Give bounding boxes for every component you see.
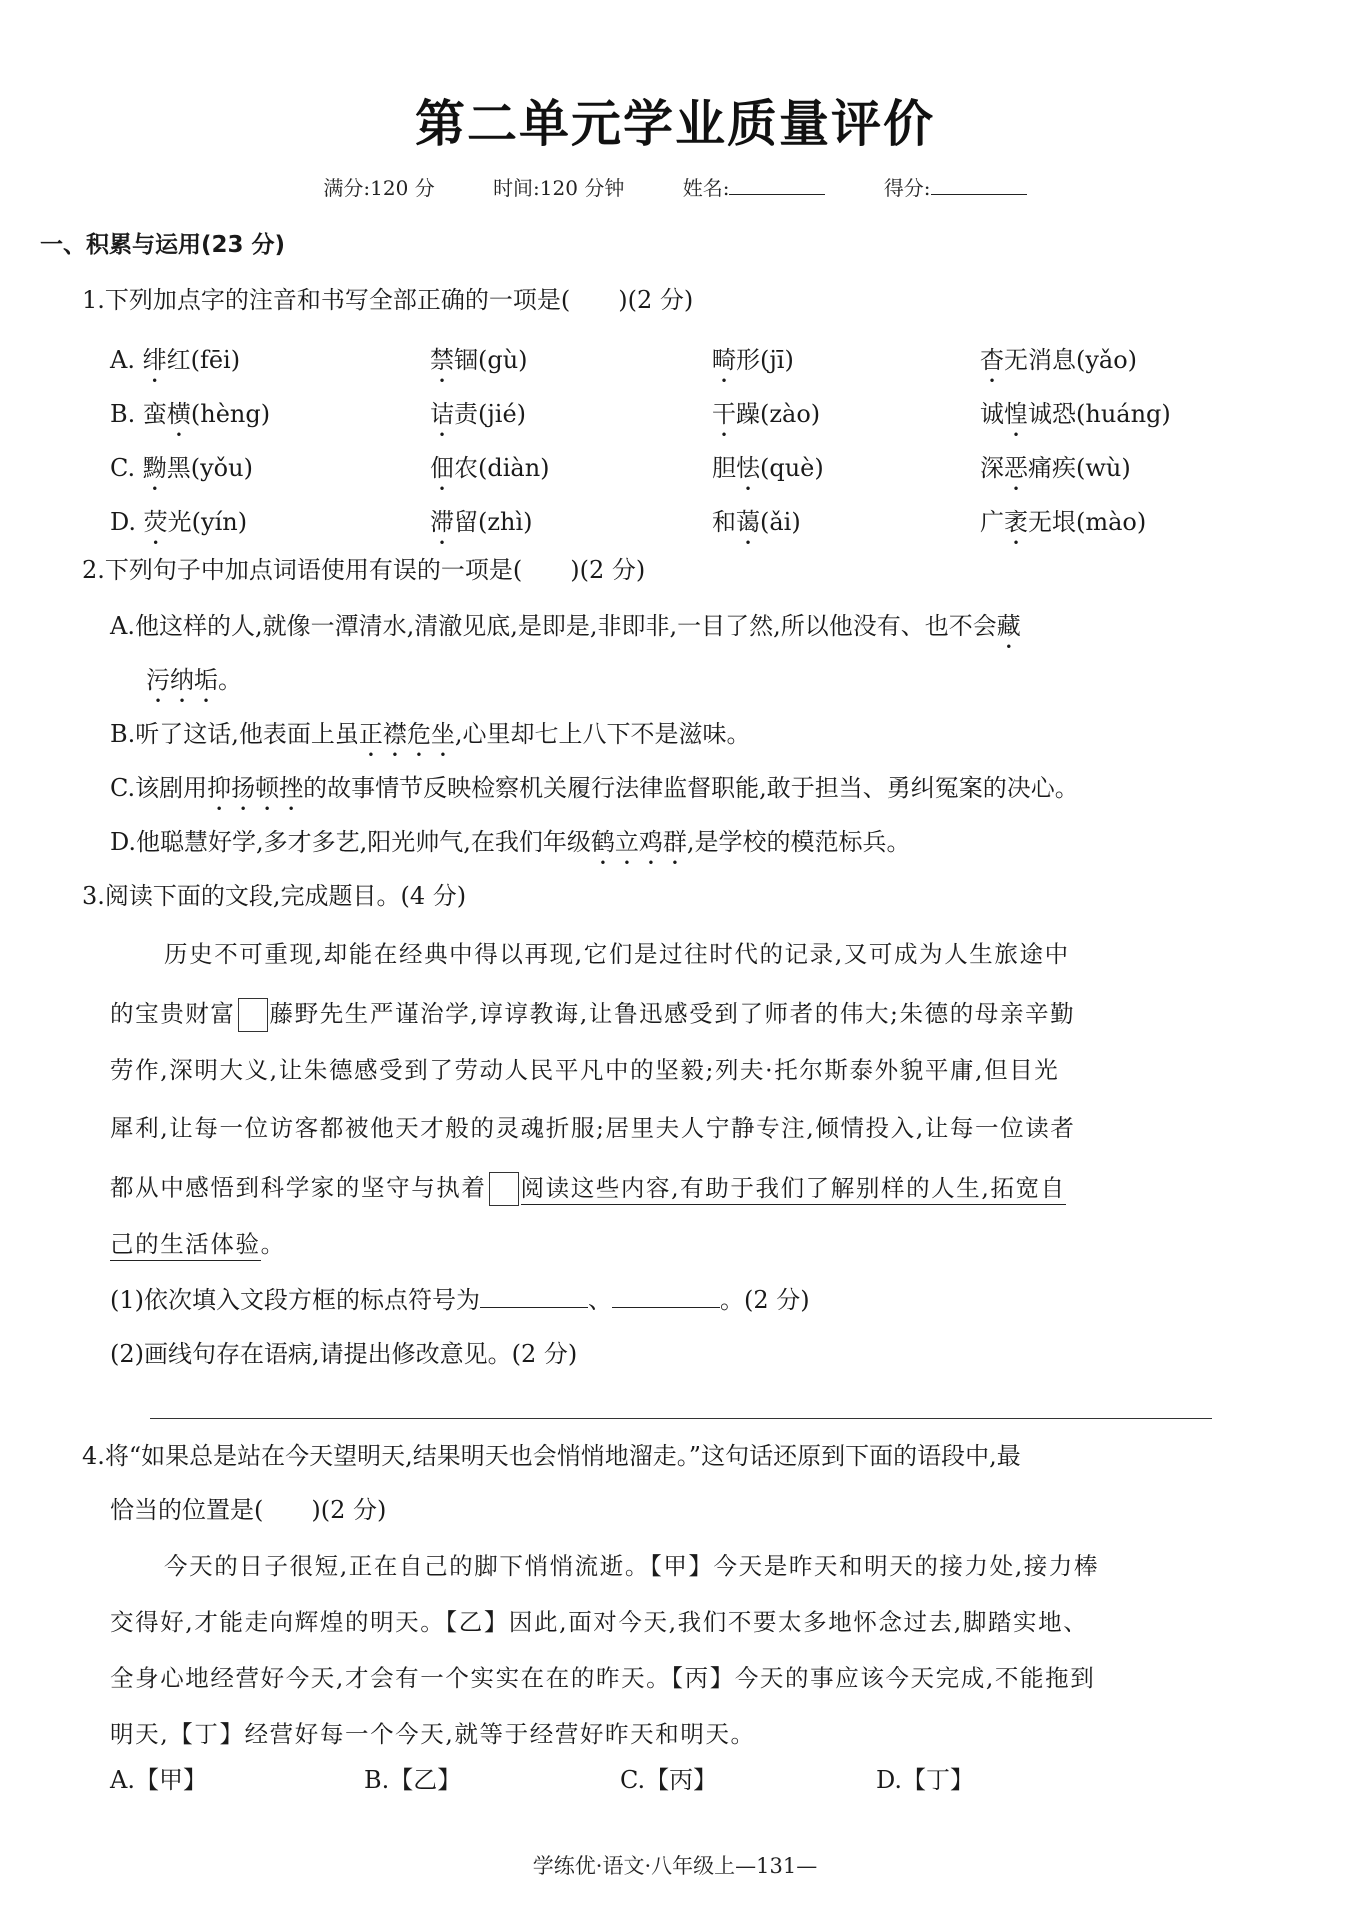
q1-option-d-item-1: [110, 502, 247, 550]
q2-a-dotted-cont: 污纳垢: [146, 666, 218, 694]
q4-stem-2: 恰当的位置是( )(2 分): [110, 1496, 387, 1524]
q2-b-pre: B.听了这话,他表面上虽: [110, 720, 359, 748]
q3-p2-post: 藤野先生严谨治学,谆谆教诲,让鲁迅感受到了师者的伟大;朱德的母亲辛勤: [269, 999, 1076, 1028]
q1-option-c-item-3: [712, 448, 824, 496]
q4-stem-1: 4.将“如果总是站在今天望明天,结果明天也会悄悄地溜走。”这句话还原到下面的语段中,最: [82, 1442, 1021, 1470]
q1-post-text: 无消息(yǎo): [1004, 346, 1138, 374]
q1-dot-text: 滞: [430, 508, 454, 536]
q1-post-text: 形(jī): [736, 346, 794, 374]
answer-blank-1[interactable]: [480, 1287, 588, 1308]
q1-post-text: 黑(yǒu): [166, 454, 253, 482]
q1-post-text: (què): [760, 454, 824, 482]
q1-option-b-item-4: [980, 394, 1171, 442]
q2-c-pre: C.该剧用: [110, 774, 208, 802]
q3-p6-end: 。: [260, 1230, 286, 1258]
q1-dot-text: 恶: [1004, 454, 1028, 482]
q1-post-text: 无垠(mào): [1028, 508, 1147, 536]
underlined-sentence-cont: 己的生活体验: [110, 1230, 261, 1261]
q3-sub-1: [110, 1286, 810, 1315]
q1-pre-text: 和: [712, 508, 736, 536]
q1-dot-text: 袤: [1004, 508, 1028, 536]
q2-option-a-cont: [146, 666, 242, 708]
q3-para-line-1: 历史不可重现,却能在经典中得以再现,它们是过往时代的记录,又可成为人生旅途中: [164, 940, 1070, 968]
q1-option-c-item-4: [980, 448, 1131, 496]
q3-sub1-text: (1)依次填入文段方框的标点符号为: [110, 1286, 480, 1314]
name-field[interactable]: [683, 176, 826, 200]
q2-option-b[interactable]: [110, 720, 751, 762]
q2-a-end: 。: [218, 666, 242, 694]
q1-pre-text: A.: [110, 346, 143, 374]
score-label: 得分:: [883, 176, 931, 200]
q1-pre-text: B. 蛮: [110, 400, 167, 428]
q1-post-text: 责(jié): [454, 400, 527, 428]
q4-para-line-2: 交得好,才能走向辉煌的明天。【乙】因此,面对今天,我们不要太多地怀念过去,脚踏实地、: [110, 1608, 1089, 1636]
q1-post-text: (hèng): [190, 400, 271, 428]
q4-option-d[interactable]: D.【丁】: [876, 1766, 975, 1794]
q1-option-d-item-3: [712, 502, 801, 550]
q1-option-b-item-3: [712, 394, 820, 442]
q2-option-c[interactable]: [110, 774, 1079, 816]
q1-dot-text: 诘: [430, 400, 454, 428]
q1-option-c-item-1: [110, 448, 253, 496]
q1-option-b-item-2: [430, 394, 526, 442]
q1-dot-text: 黝: [142, 454, 167, 482]
q2-a-dotted: 藏: [996, 612, 1021, 640]
q1-stem: 1.下列加点字的注音和书写全部正确的一项是( )(2 分): [82, 286, 694, 314]
q1-option-c-item-2: [430, 448, 550, 496]
q4-option-b[interactable]: B.【乙】: [364, 1766, 462, 1794]
q2-c-dotted: 抑扬顿挫: [207, 774, 304, 802]
q1-dot-text: 横: [166, 400, 191, 428]
q2-b-post: ,心里却七上八下不是滋味。: [454, 720, 751, 748]
q3-para-line-3: 劳作,深明大义,让朱德感受到了劳动人民平凡中的坚毅;列夫·托尔斯泰外貌平庸,但目光: [110, 1056, 1060, 1084]
q2-d-dotted: 鹤立鸡群: [590, 828, 687, 856]
answer-blank-2[interactable]: [612, 1287, 720, 1308]
q2-a-text: A.他这样的人,就像一潭清水,清澈见底,是即是,非即非,一目了然,所以他没有、也不会: [110, 612, 997, 640]
name-label: 姓名:: [682, 176, 730, 200]
q2-c-post: 的故事情节反映检察机关履行法律监督职能,敢于担当、勇纠冤案的决心。: [303, 774, 1079, 802]
section-heading: 一、积累与运用(23 分): [40, 232, 286, 258]
q1-post-text: 光(yín): [167, 508, 248, 536]
q1-dot-text: 佃: [430, 454, 454, 482]
q3-stem: 3.阅读下面的文段,完成题目。(4 分): [82, 882, 467, 910]
q1-dot-text: 蔼: [736, 508, 760, 536]
q2-stem: 2.下列句子中加点词语使用有误的一项是( )(2 分): [82, 556, 646, 584]
q3-para-line-4: 犀利,让每一位访客都被他天才般的灵魂折服;居里夫人宁静专注,倾情投入,让每一位读者: [110, 1114, 1076, 1142]
exam-time: 时间:120 分钟: [493, 176, 625, 200]
q1-option-a-item-3: [712, 340, 794, 388]
q1-post-text: 躁(zào): [736, 400, 821, 428]
score-blank[interactable]: [931, 176, 1027, 195]
q2-b-dotted: 正襟危坐: [358, 720, 455, 748]
q3-para-line-6: [110, 1230, 286, 1258]
q2-d-pre: D.他聪慧好学,多才多艺,阳光帅气,在我们年级: [110, 828, 591, 856]
q3-sub-2: (2)画线句存在语病,请提出修改意见。(2 分): [110, 1340, 578, 1368]
q1-dot-text: 禁: [430, 346, 454, 374]
q3-sub1-end: 。(2 分): [720, 1286, 810, 1314]
q1-post-text: 留(zhì): [454, 508, 533, 536]
q1-dot-text: 怯: [736, 454, 760, 482]
q1-dot-text: 干: [712, 400, 736, 428]
q2-d-post: ,是学校的模范标兵。: [686, 828, 911, 856]
q1-post-text: 诚恐(huáng): [1028, 400, 1171, 428]
q4-option-c[interactable]: C.【丙】: [620, 1766, 718, 1794]
punctuation-box-2[interactable]: [489, 1172, 519, 1206]
q1-post-text: 锢(gù): [454, 346, 528, 374]
q1-pre-text: 诚: [980, 400, 1004, 428]
q1-dot-text: 绯: [142, 346, 167, 374]
full-score: 满分:120 分: [323, 176, 435, 200]
q1-dot-text: 杳: [980, 346, 1004, 374]
q3-sub1-sep: 、: [588, 1286, 612, 1314]
q1-option-d-item-4: [980, 502, 1146, 550]
name-blank[interactable]: [729, 176, 825, 195]
q1-pre-text: D.: [110, 508, 144, 536]
q1-option-a-item-2: [430, 340, 528, 388]
q1-pre-text: 广: [980, 508, 1004, 536]
q3-p5-pre: 都从中感悟到科学家的坚守与执着: [110, 1173, 487, 1202]
q1-option-a-item-4: [980, 340, 1137, 388]
score-field[interactable]: [884, 176, 1027, 200]
q1-post-text: 农(diàn): [454, 454, 550, 482]
q4-para-line-1: 今天的日子很短,正在自己的脚下悄悄流逝。【甲】今天是昨天和明天的接力处,接力棒: [164, 1552, 1100, 1580]
q4-option-a[interactable]: A.【甲】: [110, 1766, 207, 1794]
q2-option-a[interactable]: [110, 612, 1021, 654]
q1-dot-text: 惶: [1004, 400, 1028, 428]
q1-option-a-item-1: [110, 340, 240, 388]
punctuation-box-1[interactable]: [238, 998, 268, 1032]
answer-line[interactable]: [150, 1418, 1212, 1419]
q1-post-text: 红(fēi): [166, 346, 241, 374]
q1-option-d-item-2: [430, 502, 533, 550]
q3-para-line-2: [110, 998, 1075, 1032]
q1-option-b-item-1: [110, 394, 270, 442]
page-title: 第二单元学业质量评价: [415, 95, 935, 153]
q1-pre-text: 深: [980, 454, 1004, 482]
exam-meta: [0, 172, 1350, 201]
q2-option-d[interactable]: [110, 828, 911, 870]
q1-post-text: (ǎi): [760, 508, 801, 536]
underlined-sentence: 阅读这些内容,有助于我们了解别样的人生,拓宽自: [521, 1174, 1066, 1205]
q1-dot-text: 畸: [712, 346, 736, 374]
q4-para-line-4: 明天,【丁】经营好每一个今天,就等于经营好昨天和明天。: [110, 1720, 756, 1748]
q1-dot-text: 荧: [143, 508, 168, 536]
q1-pre-text: 胆: [712, 454, 736, 482]
q1-post-text: 痛疾(wù): [1028, 454, 1131, 482]
q3-para-line-5: [110, 1172, 1066, 1206]
q1-pre-text: C.: [110, 454, 143, 482]
q3-p2-pre: 的宝贵财富: [110, 999, 236, 1028]
page-footer: 学练优·语文·八年级上—131—: [532, 1854, 818, 1878]
q4-para-line-3: 全身心地经营好今天,才会有一个实实在在的昨天。【丙】今天的事应该今天完成,不能拖到: [110, 1664, 1096, 1692]
